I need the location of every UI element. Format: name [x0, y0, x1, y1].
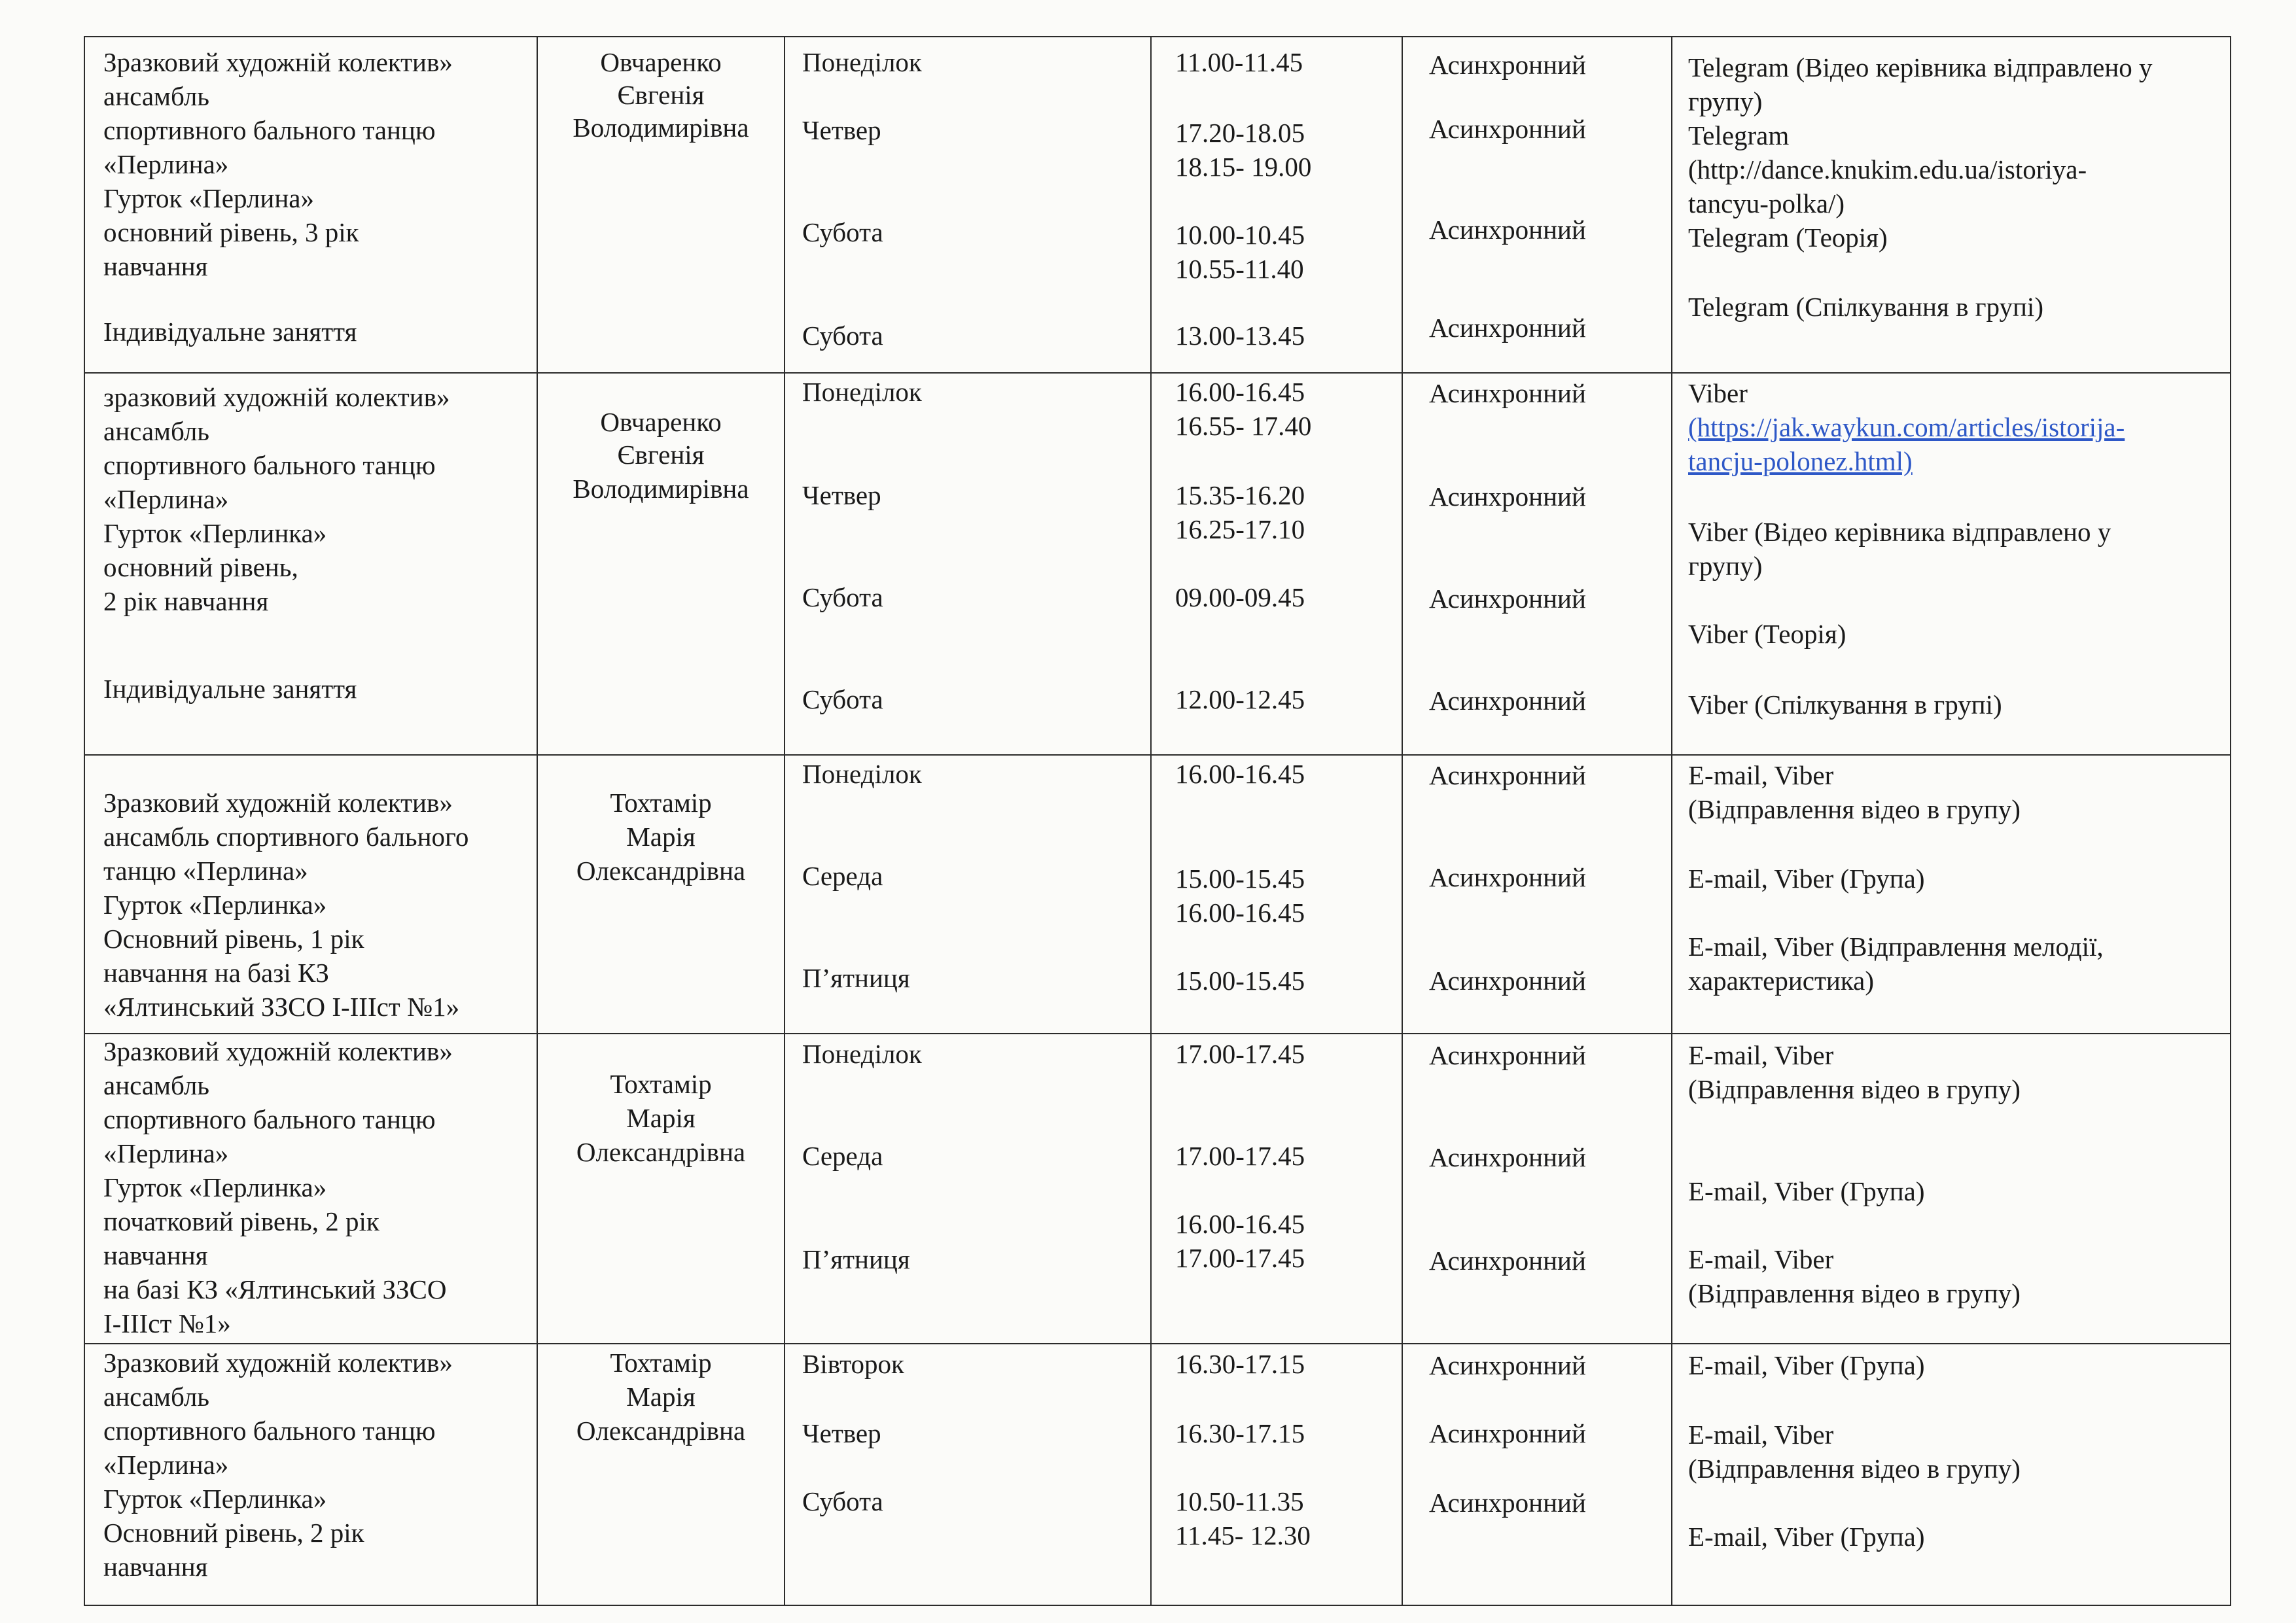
- schedule-row: [84, 755, 2231, 1034]
- teacher-name-line: Марія: [626, 822, 696, 852]
- teacher-name-line: Євгенія: [617, 440, 705, 470]
- group-line: ансамбль: [103, 1382, 209, 1412]
- group-line: Гурток «Перлина»: [103, 183, 314, 213]
- platform-line: Telegram (Відео керівника відправлено у: [1688, 52, 2153, 82]
- group-line: I-IIIст №1»: [103, 1308, 231, 1338]
- group-line: «Ялтинський ЗЗСО I-IIIст №1»: [103, 992, 460, 1022]
- time-line: 16.00-16.45: [1175, 1209, 1305, 1239]
- format-line: Асинхронний: [1429, 686, 1586, 716]
- platform-line: E-mail, Viber (Група): [1688, 1176, 1925, 1206]
- time-line: 16.00-16.45: [1175, 898, 1305, 928]
- teacher-name-line: Овчаренко: [600, 407, 722, 437]
- teacher-name-line: Марія: [626, 1382, 696, 1412]
- day-line: Понеділок: [802, 1039, 922, 1069]
- teacher-name-line: Овчаренко: [600, 47, 722, 77]
- time-line: 10.50-11.35: [1175, 1486, 1304, 1516]
- group-line: «Перлина»: [103, 1138, 229, 1168]
- platform-line: Viber: [1688, 378, 1748, 408]
- time-line: 17.20-18.05: [1175, 118, 1305, 148]
- time-line: 10.00-10.45: [1175, 220, 1305, 250]
- time-cell: [1151, 373, 1402, 755]
- format-line: Асинхронний: [1429, 50, 1586, 80]
- platform-line: Viber (Спілкування в групі): [1688, 689, 2002, 720]
- platform-cell: [1672, 1344, 2231, 1605]
- format-cell: [1402, 37, 1672, 373]
- link-line[interactable]: (https://jak.waykun.com/articles/istorija-: [1688, 412, 2125, 442]
- platform-line: (Відправлення відео в групу): [1688, 1074, 2021, 1104]
- day-line: Четвер: [802, 480, 881, 510]
- time-line: 16.55- 17.40: [1175, 411, 1312, 441]
- teacher-name-line: Тохтамір: [610, 788, 712, 818]
- group-line: «Перлина»: [103, 149, 229, 179]
- link-line[interactable]: tancju-polonez.html): [1688, 446, 1913, 476]
- time-line: 15.00-15.45: [1175, 966, 1305, 996]
- time-line: 15.35-16.20: [1175, 480, 1305, 510]
- format-line: Асинхронний: [1429, 1040, 1586, 1070]
- format-cell: [1402, 1344, 1672, 1605]
- platform-line: E-mail, Viber: [1688, 1420, 1834, 1450]
- teacher-name-line: Тохтамір: [610, 1348, 712, 1378]
- group-line: Гурток «Перлинка»: [103, 1172, 327, 1202]
- group-line: 2 рік навчання: [103, 586, 269, 616]
- group-line: Індивідуальне заняття: [103, 317, 357, 347]
- day-line: Субота: [802, 1486, 883, 1516]
- teacher-name-line: Володимирівна: [573, 113, 749, 143]
- teacher-name-line: Олександрівна: [576, 1137, 746, 1167]
- platform-line: групу): [1688, 86, 1763, 116]
- day-line: Понеділок: [802, 759, 922, 789]
- day-cell: [785, 755, 1151, 1034]
- teacher-name-line: Володимирівна: [573, 474, 749, 504]
- time-line: 15.00-15.45: [1175, 864, 1305, 894]
- group-line: Індивідуальне заняття: [103, 674, 357, 704]
- format-line: Асинхронний: [1429, 1488, 1586, 1518]
- schedule-body: [84, 37, 2231, 1605]
- group-line: «Перлина»: [103, 484, 229, 514]
- time-cell: [1151, 1344, 1402, 1605]
- group-name-cell: [84, 37, 537, 373]
- group-line: Зразковий художній колектив»: [103, 1036, 453, 1066]
- day-line: Субота: [802, 582, 883, 612]
- group-line: навчання на базі КЗ: [103, 958, 329, 988]
- time-line: 16.30-17.15: [1175, 1418, 1305, 1448]
- teacher-name-line: Марія: [626, 1103, 696, 1133]
- format-cell: [1402, 1034, 1672, 1344]
- format-line: Асинхронний: [1429, 313, 1586, 343]
- group-line: ансамбль: [103, 81, 209, 111]
- time-line: 17.00-17.45: [1175, 1243, 1305, 1273]
- group-line: зразковий художній колектив»: [103, 382, 450, 412]
- group-name-cell: [84, 1034, 537, 1344]
- group-line: Зразковий художній колектив»: [103, 47, 453, 77]
- platform-line: групу): [1688, 551, 1763, 581]
- platform-cell: [1672, 37, 2231, 373]
- format-line: Асинхронний: [1429, 760, 1586, 790]
- day-line: П’ятниця: [802, 1244, 910, 1274]
- day-line: Понеділок: [802, 47, 922, 77]
- platform-line: (Відправлення відео в групу): [1688, 1454, 2021, 1484]
- group-line: навчання: [103, 251, 208, 281]
- group-line: Гурток «Перлинка»: [103, 890, 327, 920]
- format-line: Асинхронний: [1429, 966, 1586, 996]
- time-cell: [1151, 1034, 1402, 1344]
- format-line: Асинхронний: [1429, 114, 1586, 144]
- format-line: Асинхронний: [1429, 378, 1586, 408]
- platform-line: E-mail, Viber (Група): [1688, 1522, 1925, 1552]
- platform-line: (Відправлення відео в групу): [1688, 1278, 2021, 1308]
- teacher-name-line: Олександрівна: [576, 856, 746, 886]
- platform-line: E-mail, Viber (Відправлення мелодії,: [1688, 932, 2104, 962]
- schedule-table: [84, 36, 2231, 1606]
- format-line: Асинхронний: [1429, 862, 1586, 892]
- group-line: ансамбль спортивного бального: [103, 822, 469, 852]
- platform-line: tancyu-polka/): [1688, 188, 1845, 218]
- group-line: початковий рівень, 2 рік: [103, 1206, 380, 1236]
- group-line: танцю «Перлина»: [103, 856, 308, 886]
- format-line: Асинхронний: [1429, 1350, 1586, 1380]
- group-line: навчання: [103, 1240, 208, 1270]
- day-cell: [785, 373, 1151, 755]
- time-line: 11.45- 12.30: [1175, 1520, 1311, 1550]
- format-line: Асинхронний: [1429, 481, 1586, 512]
- platform-line: E-mail, Viber: [1688, 760, 1834, 790]
- day-cell: [785, 1034, 1151, 1344]
- day-line: Субота: [802, 321, 883, 351]
- platform-line: Viber (Теорія): [1688, 619, 1846, 649]
- group-line: спортивного бального танцю: [103, 450, 436, 480]
- teacher-cell: [537, 37, 785, 373]
- time-line: 12.00-12.45: [1175, 684, 1305, 714]
- platform-line: (http://dance.knukim.edu.ua/istoriya-: [1688, 154, 2087, 184]
- format-line: Асинхронний: [1429, 215, 1586, 245]
- group-line: Основний рівень, 2 рік: [103, 1518, 364, 1548]
- platform-cell: [1672, 1034, 2231, 1344]
- platform-line: E-mail, Viber: [1688, 1244, 1834, 1274]
- platform-line: (Відправлення відео в групу): [1688, 794, 2021, 824]
- group-line: Зразковий художній колектив»: [103, 1348, 453, 1378]
- platform-line: E-mail, Viber (Група): [1688, 864, 1925, 894]
- platform-line: E-mail, Viber (Група): [1688, 1350, 1925, 1380]
- schedule-row: [84, 1034, 2231, 1344]
- group-line: основний рівень,: [103, 552, 298, 582]
- format-line: Асинхронний: [1429, 1418, 1586, 1448]
- group-name-cell: [84, 1344, 537, 1605]
- platform-line: Viber (Відео керівника відправлено у: [1688, 517, 2111, 547]
- time-line: 17.00-17.45: [1175, 1039, 1305, 1069]
- teacher-name-line: Євгенія: [617, 80, 705, 110]
- schedule-row: [84, 1344, 2231, 1605]
- group-name-cell: [84, 373, 537, 755]
- day-line: Понеділок: [802, 377, 922, 407]
- group-line: на базі КЗ «Ялтинський ЗЗСО: [103, 1274, 447, 1304]
- format-cell: [1402, 373, 1672, 755]
- group-line: спортивного бального танцю: [103, 1416, 436, 1446]
- day-line: Вівторок: [802, 1349, 904, 1379]
- group-line: Гурток «Перлинка»: [103, 518, 327, 548]
- group-line: ансамбль: [103, 1070, 209, 1100]
- group-line: спортивного бального танцю: [103, 115, 436, 145]
- day-line: Субота: [802, 217, 883, 247]
- time-cell: [1151, 755, 1402, 1034]
- time-line: 10.55-11.40: [1175, 254, 1304, 284]
- teacher-cell: [537, 1344, 785, 1605]
- time-line: 17.00-17.45: [1175, 1141, 1305, 1171]
- time-line: 18.15- 19.00: [1175, 152, 1312, 182]
- teacher-cell: [537, 1034, 785, 1344]
- platform-line: характеристика): [1688, 966, 1874, 996]
- group-line: Гурток «Перлинка»: [103, 1484, 327, 1514]
- format-cell: [1402, 755, 1672, 1034]
- time-cell: [1151, 37, 1402, 373]
- group-line: спортивного бального танцю: [103, 1104, 436, 1134]
- day-line: Середа: [802, 861, 883, 891]
- platform-line: E-mail, Viber: [1688, 1040, 1834, 1070]
- day-line: Четвер: [802, 115, 881, 145]
- time-line: 16.00-16.45: [1175, 759, 1305, 789]
- time-line: 09.00-09.45: [1175, 582, 1305, 612]
- time-line: 16.25-17.10: [1175, 514, 1305, 544]
- day-cell: [785, 37, 1151, 373]
- format-line: Асинхронний: [1429, 1246, 1586, 1276]
- group-line: Основний рівень, 1 рік: [103, 924, 364, 954]
- day-line: Субота: [802, 684, 883, 714]
- day-line: Четвер: [802, 1418, 881, 1448]
- group-line: «Перлина»: [103, 1450, 229, 1480]
- platform-line: Telegram: [1688, 120, 1790, 150]
- time-line: 11.00-11.45: [1175, 47, 1303, 77]
- format-line: Асинхронний: [1429, 584, 1586, 614]
- schedule-row: [84, 37, 2231, 373]
- platform-line: Telegram (Спілкування в групі): [1688, 292, 2043, 322]
- time-line: 13.00-13.45: [1175, 321, 1305, 351]
- teacher-cell: [537, 755, 785, 1034]
- group-line: навчання: [103, 1552, 208, 1582]
- time-line: 16.00-16.45: [1175, 377, 1305, 407]
- day-line: Середа: [802, 1141, 883, 1171]
- teacher-name-line: Тохтамір: [610, 1069, 712, 1099]
- group-line: ансамбль: [103, 416, 209, 446]
- schedule-row: [84, 373, 2231, 755]
- platform-line: Telegram (Теорія): [1688, 222, 1888, 253]
- time-line: 16.30-17.15: [1175, 1349, 1305, 1379]
- group-line: основний рівень, 3 рік: [103, 217, 359, 247]
- platform-cell: [1672, 373, 2231, 755]
- format-line: Асинхронний: [1429, 1142, 1586, 1172]
- day-line: П’ятниця: [802, 963, 910, 993]
- teacher-cell: [537, 373, 785, 755]
- group-name-cell: [84, 755, 537, 1034]
- day-cell: [785, 1344, 1151, 1605]
- platform-cell: [1672, 755, 2231, 1034]
- teacher-name-line: Олександрівна: [576, 1416, 746, 1446]
- group-line: Зразковий художній колектив»: [103, 788, 453, 818]
